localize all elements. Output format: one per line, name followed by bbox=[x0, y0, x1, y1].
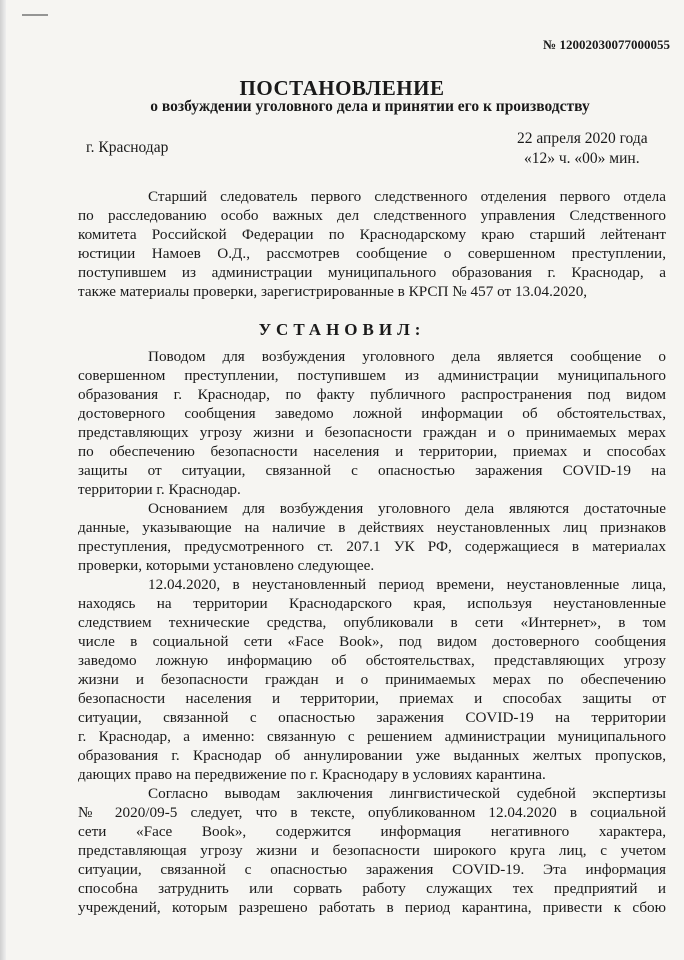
body-line: преступления, предусмотренного ст. 207.1 УК РФ, содержащиеся в материалах bbox=[78, 538, 666, 555]
body-line: учреждений, которым разрешено работать в период карантина, привести к сбою bbox=[78, 899, 666, 916]
body-line: способна затруднить или сорвать работу служащих тех предприятий и bbox=[78, 880, 666, 897]
body-line: № 2020/09-5 следует, что в тексте, опубликованном 12.04.2020 в социальной bbox=[78, 804, 666, 821]
body-line: данные, указывающие на наличие в действиях неустановленных лиц признаков bbox=[78, 519, 666, 536]
body-line: г. Краснодар, а именно: связанную с решением администрации муниципального bbox=[78, 728, 666, 745]
body-line: числе в социальной сети «Face Book», под видом достоверного сообщения bbox=[78, 633, 666, 650]
body-line: защиты от ситуации, связанной с опасностью заражения COVID-19 на bbox=[78, 462, 666, 479]
body-line: 12.04.2020, в неустановленный период времени, неустановленные лица, bbox=[148, 576, 666, 593]
body-line: ситуации, связанной с опасностью заражения COVID-19 на территории bbox=[78, 709, 666, 726]
body-line: Основанием для возбуждения уголовного дела являются достаточные bbox=[148, 500, 666, 517]
city: г. Краснодар bbox=[86, 139, 169, 156]
scan-mark bbox=[22, 14, 48, 16]
document-title: ПОСТАНОВЛЕНИЕ bbox=[239, 76, 445, 100]
body-line: проверки, которыми установлено следующее. bbox=[78, 557, 375, 574]
body-line: дающих право на передвижение по г. Краснодару в условиях карантина. bbox=[78, 766, 546, 783]
body-line: образования г. Краснодар об аннулировании уже выданных желтых пропусков, bbox=[78, 747, 666, 764]
body-line: Согласно выводам заключения лингвистической судебной экспертизы bbox=[148, 785, 666, 802]
intro-line: поступившем из администрации муниципального образования г. Краснодар, а bbox=[78, 264, 666, 281]
body-line: заведомо ложную информацию об обстоятельствах, представляющих угрозу bbox=[78, 652, 666, 669]
intro-line: по расследованию особо важных дел следственного управления Следственного bbox=[78, 207, 666, 224]
intro-line: также материалы проверки, зарегистрированные в КРСП № 457 от 13.04.2020, bbox=[78, 283, 588, 300]
body-line: представляющих угрозу жизни и безопасности граждан и о принимаемых мерах bbox=[78, 424, 666, 441]
body-line: представляющая угрозу жизни и безопасности широкого круга лиц, с учетом bbox=[78, 842, 666, 859]
body-line: ситуации, связанной с опасностью заражения COVID-19. Эта информация bbox=[78, 861, 666, 878]
section-heading: УСТАНОВИЛ: bbox=[258, 320, 426, 339]
registration-number: № 12002030077000055 bbox=[543, 37, 670, 52]
body-line: совершенном преступлении, поступившем из администрации муниципального bbox=[78, 367, 666, 384]
body-line: Поводом для возбуждения уголовного дела является сообщение о bbox=[148, 348, 666, 365]
intro-line: комитета Российской Федерации по Краснодарскому краю старший лейтенант bbox=[78, 226, 666, 243]
body-line: безопасности населения и территории, приемах и способах защиты от bbox=[78, 690, 666, 707]
body-line: сети «Face Book», содержится информация негативного характера, bbox=[78, 823, 666, 840]
scan-edge bbox=[0, 0, 6, 960]
intro-line: Старший следователь первого следственного отделения первого отдела bbox=[148, 188, 666, 205]
body-line: жизни и безопасности граждан и о принимаемых мерах по обеспечению bbox=[78, 671, 666, 688]
time: «12» ч. «00» мин. bbox=[524, 150, 640, 167]
body-line: следствием технические средства, опубликовали в сети «Интернет», в том bbox=[78, 614, 666, 631]
body-line: находясь на территории Краснодарского края, используя неустановленные bbox=[78, 595, 666, 612]
body-line: образования г. Краснодар, по факту публичного распространения под видом bbox=[78, 386, 666, 403]
document-subtitle: о возбуждении уголовного дела и принятии его к производству bbox=[150, 98, 590, 115]
body-line: по обеспечению безопасности населения и территории, приемах и способах bbox=[78, 443, 666, 460]
intro-line: юстиции Намоев О.Д., рассмотрев сообщение о совершенном преступлении, bbox=[78, 245, 666, 262]
date: 22 апреля 2020 года bbox=[517, 130, 648, 147]
body-line: территории г. Краснодар. bbox=[78, 481, 241, 498]
body-line: достоверного сообщения заведомо ложной информации об обстоятельствах, bbox=[78, 405, 666, 422]
